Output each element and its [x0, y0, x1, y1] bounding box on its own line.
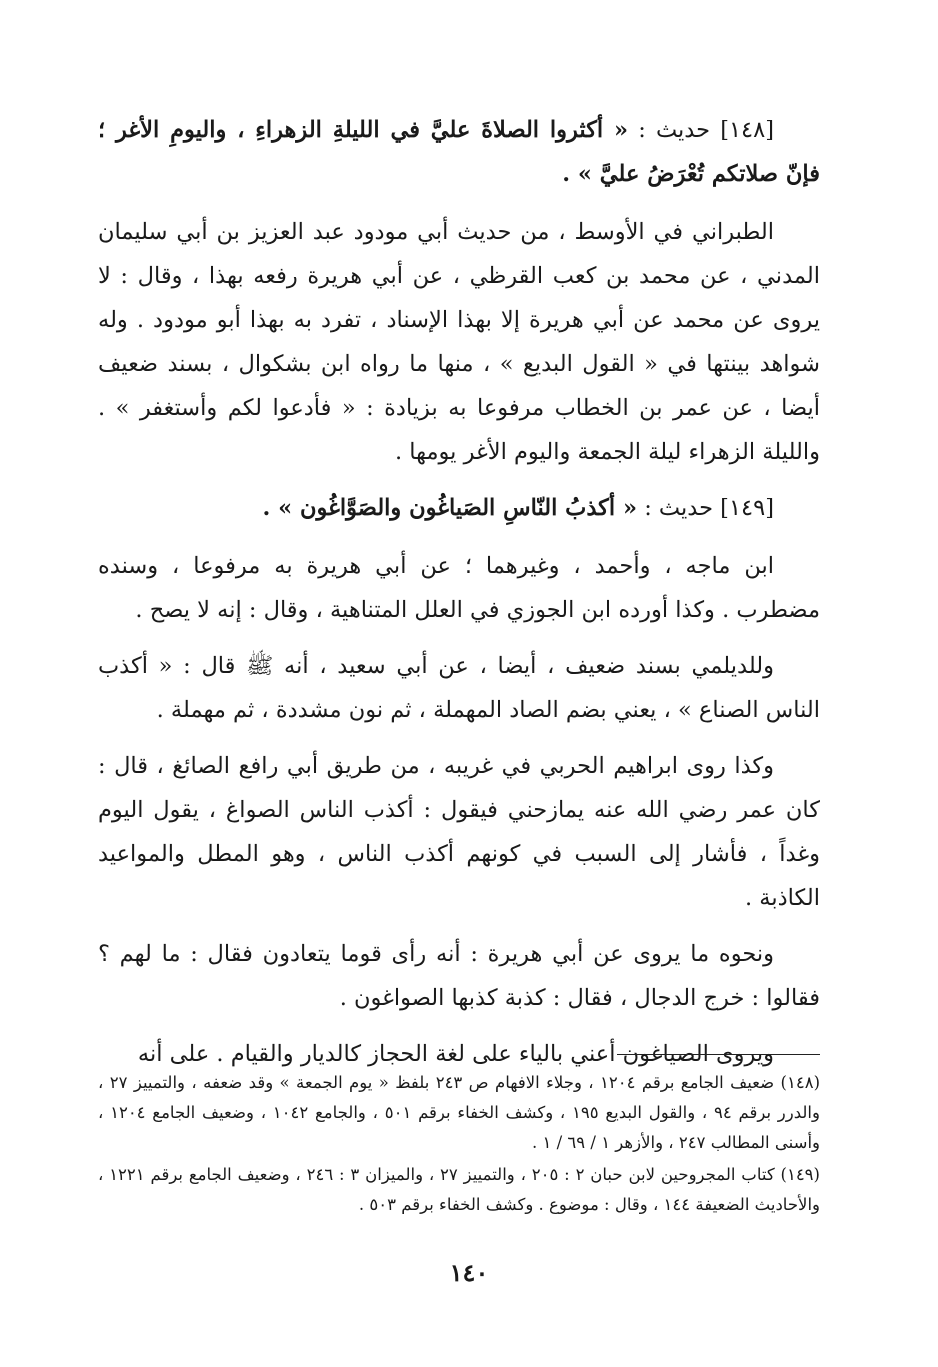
hadith-number: [١٤٩] [720, 495, 774, 521]
main-text [98, 108, 820, 1088]
hadith-entry-148 [98, 108, 820, 196]
hadith-number: [١٤٨] [720, 117, 775, 143]
commentary-paragraph: ابن ماجه ، وأحمد ، وغيرهما ؛ عن أبي هريرة به مرفوعا ، وسنده مضطرب . وكذا أورده ابن الجوزي في العلل المتناهية ، وقال : إنه لا يصح . [98, 553, 820, 623]
footnote-separator [617, 1054, 820, 1055]
commentary-paragraph: وللديلمي بسند ضعيف ، أيضا ، عن أبي سعيد ، أنه ﷺ قال : « أكذب الناس الصناع » ، يعني بضم الصاد المهملة ، ثم نون مشددة ، ثم مهملة . [98, 653, 820, 723]
commentary-paragraph: ويروى الصياغون أعني بالياء على لغة الحجاز كالديار والقيام . على أنه [137, 1041, 774, 1067]
footnote-149: (١٤٩) كتاب المجروحين لابن حبان ٢ : ٢٠٥ ، والتمييز ٢٧ ، والميزان ٣ : ٢٤٦ ، وضعيف الجامع برقم ١٢٢١ ، والأحاديث الضعيفة ١٤٤ ، وقال : موضوع . وكشف الخفاء برقم ٥٠٣ . [98, 1165, 820, 1214]
commentary-paragraph: وكذا روى ابراهيم الحربي في غريبه ، من طريق أبي رافع الصائغ ، قال : كان عمر رضي الله عنه يمازحني فيقول : أكذب الناس الصواغ ، يقول اليوم وغداً ، فأشار إلى السبب في كونهم أكذب الناس ، وهو المطل والمواعيد الكاذبة . [98, 753, 820, 911]
hadith-text: « أكذبُ النّاسِ الصَياغُون والصَوَّاغُون » . [262, 495, 638, 521]
footnotes [98, 1068, 820, 1222]
hadith-label: حديث : [644, 495, 714, 521]
footnote-148: (١٤٨) ضعيف الجامع برقم ١٢٠٤ ، وجلاء الافهام ص ٢٤٣ بلفظ « يوم الجمعة » وقد ضعفه ، والتمييز ٢٧ ، والدرر برقم ٩٤ ، والقول البديع ١٩٥ ، وكشف الخفاء برقم ٥٠١ ، والجامع ١٠٤٢ ، وضعيف الجامع ١٢٠٤ ، وأسنى المطالب ٢٤٧ ، والأزهر ١ / ٦٩ / ١ . [98, 1073, 820, 1152]
hadith-entry-149 [98, 486, 820, 530]
commentary-paragraph: ونحوه ما يروى عن أبي هريرة : أنه رأى قوما يتعادون فقال : ما لهم ؟ فقالوا : خرج الدجال ، فقال : كذبة كذبها الصواغون . [98, 941, 820, 1011]
commentary-paragraph: الطبراني في الأوسط ، من حديث أبي مودود عبد العزيز بن أبي سليمان المدني ، عن محمد بن كعب القرظي ، عن أبي هريرة رفعه بهذا ، وقال : لا يروى عن محمد عن أبي هريرة إلا بهذا الإسناد ، تفرد به بهذا أبو مودود . وله شواهد بينتها في « القول البديع » ، منها ما رواه ابن بشكوال ، بسند ضعيف أيضا ، عن عمر بن الخطاب مرفوعا به بزيادة : « فأدعوا لكم وأستغفر » . والليلة الزهراء ليلة الجمعة واليوم الأغر يومها . [98, 219, 820, 465]
hadith-label: حديث : [638, 117, 711, 143]
hadith-text: « أكثروا الصلاةَ عليَّ في الليلةِ الزهراءِ ، واليومِ الأغر ؛ فإنّ صلاتكم تُعْرَضُ عليَّ » . [98, 117, 820, 187]
page-number: ١٤٠ [449, 1258, 489, 1287]
